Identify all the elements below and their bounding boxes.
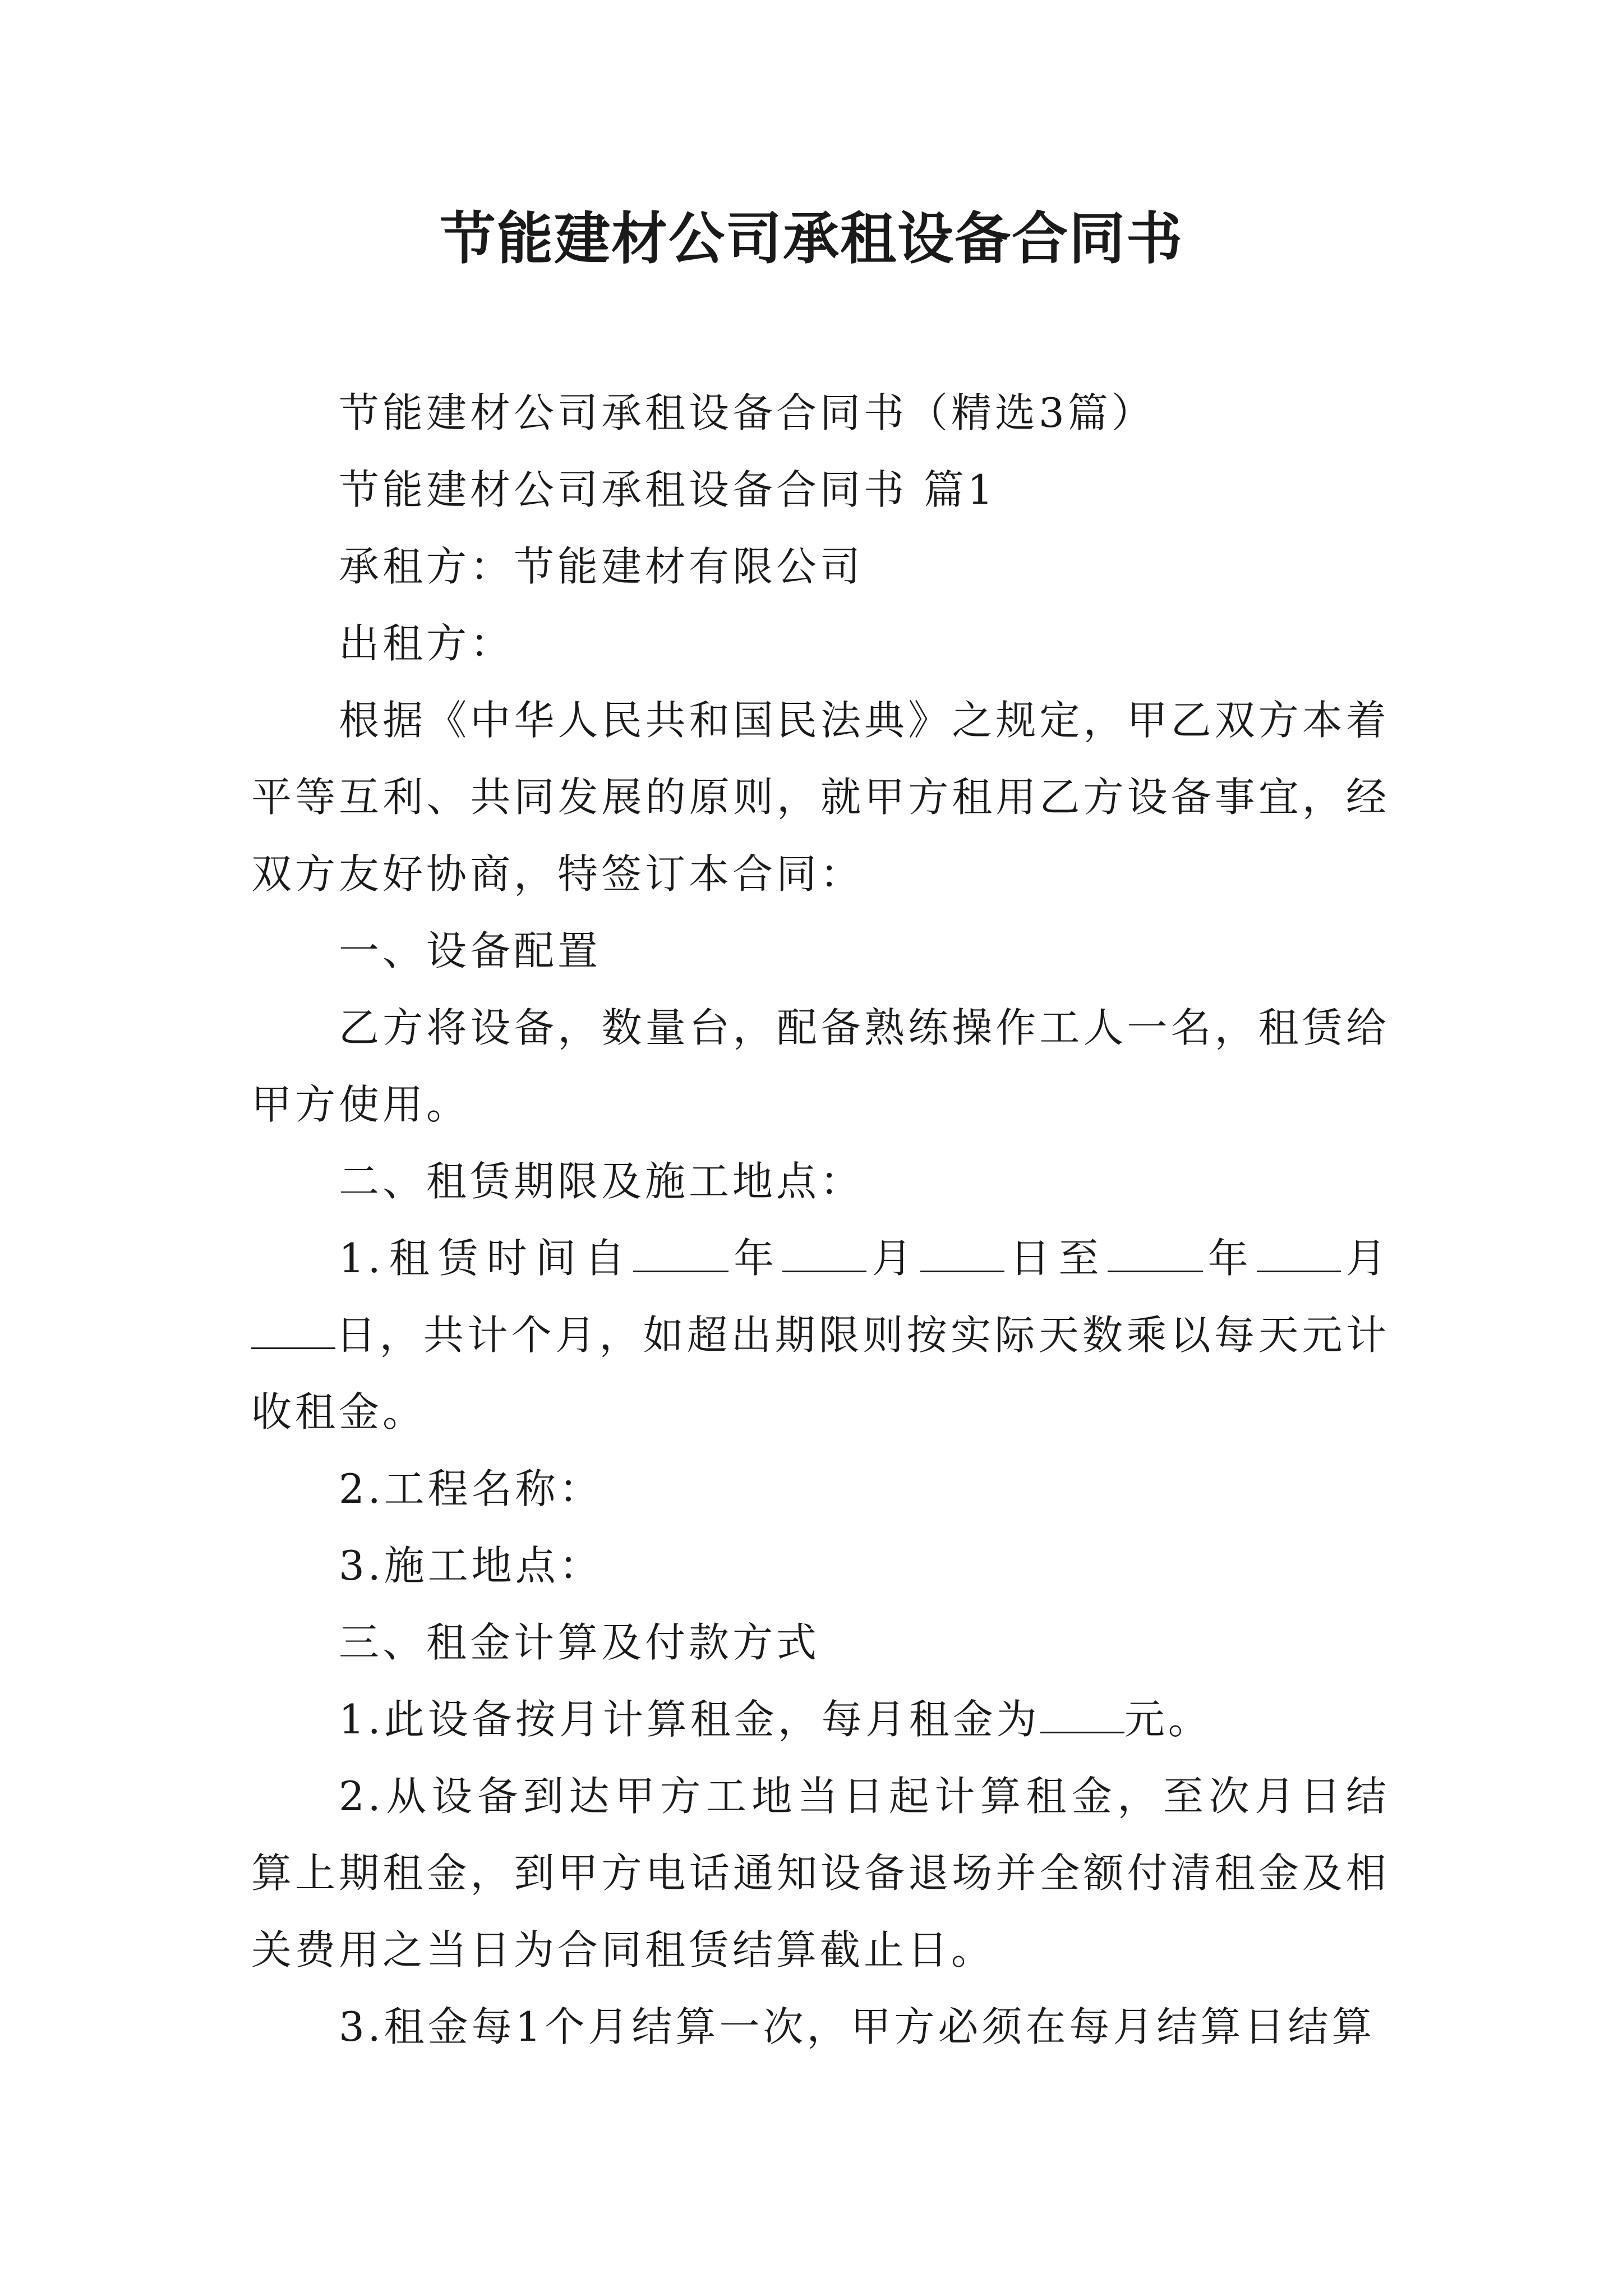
- lease-period-text-a: 1.租赁时间自: [339, 1235, 634, 1282]
- heading-lease-term: 二、租赁期限及施工地点：: [339, 1158, 864, 1205]
- lessor-line: 出租方：: [339, 620, 514, 667]
- monthly-rent-text-b: 元。: [1124, 1696, 1212, 1743]
- document-title: 节能建材公司承租设备合同书: [440, 205, 1183, 272]
- blank-end-month: [1257, 1235, 1341, 1272]
- document-body: [251, 375, 1390, 2065]
- lease-period-text-b: 年: [728, 1235, 783, 1282]
- subtitle-line: 节能建材公司承租设备合同书（精选3篇）: [339, 389, 1155, 436]
- paragraph-monthly-rent: [251, 1681, 1390, 1758]
- monthly-rent-text-a: 1.此设备按月计算租金，每月租金为: [339, 1696, 1040, 1743]
- blank-start-day: [920, 1235, 1004, 1272]
- paragraph-lease-period: [251, 1220, 1390, 1451]
- lease-period-text-c: 月: [866, 1235, 921, 1282]
- lessee-line: 承租方：节能建材有限公司: [339, 543, 864, 590]
- paragraph-rent-calculation: 2.从设备到达甲方工地当日起计算租金，至次月日结算上期租金，到甲方电话通知设备退场并全额付清租金及相关费用之当日为合同租赁结算截止日。: [251, 1773, 1390, 1973]
- blank-start-month: [782, 1235, 866, 1272]
- blank-monthly-rent: [1040, 1696, 1124, 1733]
- lease-period-text-d: 日至: [1004, 1235, 1108, 1282]
- blank-end-day: [251, 1312, 335, 1349]
- lease-period-text-g: 日，共计个月，如超出期限则按实际天数乘以每天元计收租金。: [251, 1312, 1390, 1435]
- paragraph-site-location: 3.施工地点：: [339, 1542, 603, 1589]
- heading-equipment-config: 一、设备配置: [339, 927, 602, 974]
- blank-start-year: [633, 1235, 728, 1272]
- blank-end-year: [1108, 1235, 1203, 1272]
- section-heading: 节能建材公司承租设备合同书 篇1: [339, 466, 997, 513]
- intro-paragraph: 根据《中华人民共和国民法典》之规定，甲乙双方本着平等互利、共同发展的原则，就甲方租用乙方设备事宜，经双方友好协商，特签订本合同：: [251, 697, 1390, 898]
- paragraph-project-name: 2.工程名称：: [339, 1465, 603, 1512]
- paragraph-settlement: 3.租金每1个月结算一次，甲方必须在每月结算日结算: [339, 2003, 1376, 2050]
- heading-rent-payment: 三、租金计算及付款方式: [339, 1619, 820, 1666]
- lease-period-text-e: 年: [1202, 1235, 1257, 1282]
- paragraph-equipment-config: 乙方将设备，数量台，配备熟练操作工人一名，租赁给甲方使用。: [251, 1004, 1390, 1128]
- lease-period-text-f: 月: [1340, 1235, 1390, 1282]
